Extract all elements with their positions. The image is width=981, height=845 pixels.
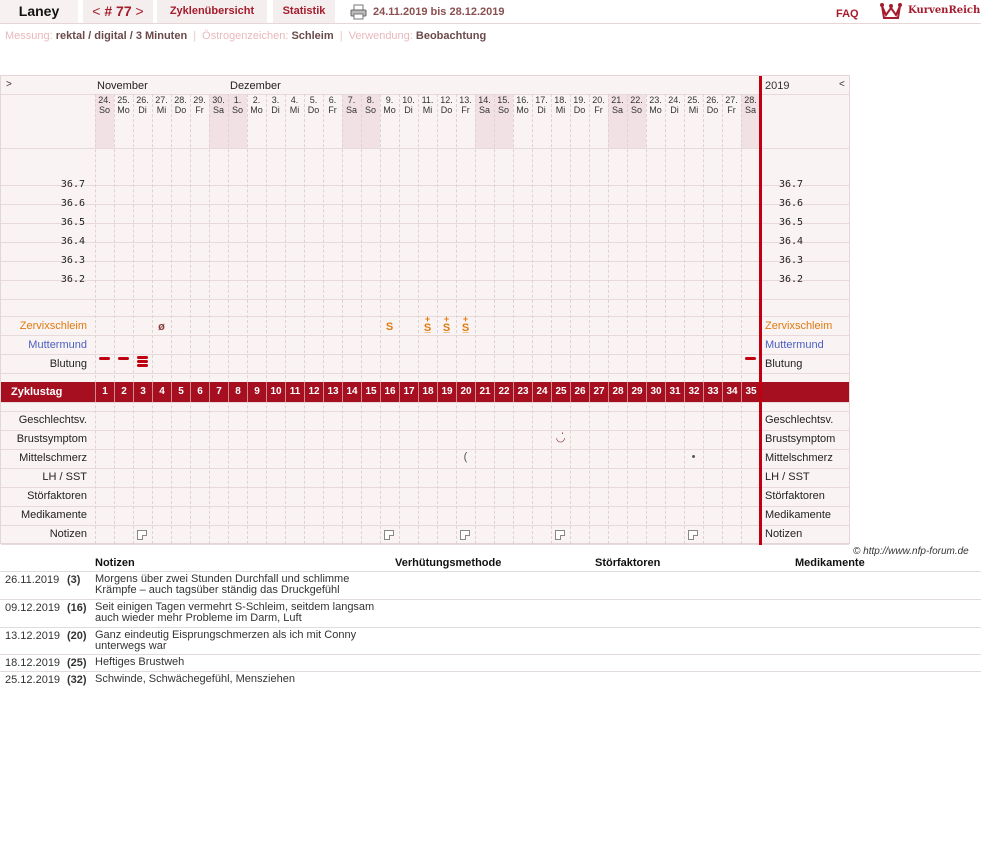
day-column-header <box>95 95 114 115</box>
grid-column <box>722 94 723 544</box>
day-column-header <box>722 95 741 115</box>
day-column-header <box>266 95 285 115</box>
note-text: Seit einigen Tagen vermehrt S-Schleim, seitdem langsam auch wieder mehr Probleme im Darm, Luft <box>95 601 375 624</box>
grid-column <box>361 94 362 544</box>
note-cycle-day: (3) <box>67 574 81 586</box>
note-cycle-day: (25) <box>67 657 87 669</box>
day-column-header <box>608 95 627 115</box>
temperature-label: 36.5 <box>60 217 85 228</box>
cycle-day-number: 13 <box>323 382 342 402</box>
note-icon[interactable] <box>688 530 698 540</box>
day-column-header <box>209 95 228 115</box>
cycle-day-number: 25 <box>551 382 570 402</box>
day-weekday: Sa <box>345 105 357 115</box>
note-cycle-day: (16) <box>67 602 87 614</box>
note-date: 13.12.2019 <box>5 630 61 642</box>
cycle-day-number: 29 <box>627 382 646 402</box>
bleeding-mark <box>99 357 110 360</box>
day-column-header <box>627 95 646 115</box>
notes-header: Notizen <box>95 557 135 569</box>
note-text: Morgens über zwei Stunden Durchfall und schlimme Krämpfe – auch tagsüber ständig das Druckgefühl <box>95 573 350 596</box>
cycle-number: # 77 <box>104 3 132 19</box>
day-column-header <box>741 95 760 115</box>
year-label: 2019 <box>765 80 790 92</box>
day-column-header <box>133 95 152 115</box>
breast-symptom-mark: ◡̇ <box>555 432 566 444</box>
cycle-day-number: 27 <box>589 382 608 402</box>
day-column-header <box>399 95 418 115</box>
temperature-label: 36.2 <box>60 274 85 285</box>
grid-column <box>285 94 286 544</box>
day-date: 23. <box>649 95 662 105</box>
day-weekday: Fr <box>594 105 603 115</box>
day-column-header <box>247 95 266 115</box>
day-date: 14. <box>478 95 491 105</box>
day-weekday: Mo <box>383 105 396 115</box>
day-weekday: Di <box>138 105 147 115</box>
day-weekday: Sa <box>744 105 756 115</box>
grid-column <box>171 94 172 544</box>
day-column-header <box>361 95 380 115</box>
cycle-day-number: 9 <box>247 382 266 402</box>
temperature-label: 36.4 <box>60 236 85 247</box>
use-value: Beobachtung <box>415 30 487 42</box>
note-date: 09.12.2019 <box>5 602 61 614</box>
day-date: 28. <box>744 95 757 105</box>
day-date: 25. <box>117 95 130 105</box>
cycle-day-number: 14 <box>342 382 361 402</box>
grid-column <box>608 94 609 544</box>
bleeding-mark <box>118 357 129 360</box>
day-weekday: Mi <box>688 105 699 115</box>
day-date: 10. <box>402 95 415 105</box>
note-cycle-day: (32) <box>67 674 87 686</box>
grid-column <box>684 94 685 544</box>
day-weekday: So <box>364 105 376 115</box>
day-weekday: Mi <box>555 105 566 115</box>
grid-column <box>703 94 704 544</box>
day-weekday: So <box>497 105 509 115</box>
brand-name: KurvenReich <box>908 5 981 16</box>
grid-column <box>247 94 248 544</box>
cycle-overview-button[interactable]: Zyklenübersicht <box>157 0 267 23</box>
day-weekday: Mo <box>250 105 263 115</box>
day-column-header <box>228 95 247 115</box>
cycle-day-number: 21 <box>475 382 494 402</box>
day-column-header <box>342 95 361 115</box>
day-weekday: Fr <box>727 105 736 115</box>
day-date: 25. <box>687 95 700 105</box>
day-weekday: So <box>231 105 243 115</box>
day-column-header <box>703 95 722 115</box>
grid-column <box>114 94 115 544</box>
note-icon[interactable] <box>137 530 147 540</box>
day-column-header <box>323 95 342 115</box>
disturbances-header: Störfaktoren <box>595 557 661 569</box>
day-column-header <box>570 95 589 115</box>
cycle-day-bar <box>1 382 849 402</box>
day-weekday: Di <box>537 105 546 115</box>
day-column-header <box>114 95 133 115</box>
day-column-header <box>171 95 190 115</box>
bleeding-mark <box>137 364 148 367</box>
day-column-header <box>304 95 323 115</box>
day-date: 15. <box>497 95 510 105</box>
cycle-day-number: 19 <box>437 382 456 402</box>
next-cycle-button[interactable]: > <box>135 3 144 19</box>
day-date: 21. <box>611 95 624 105</box>
grid-column <box>513 94 514 544</box>
month-label: November <box>97 80 148 92</box>
note-date: 26.11.2019 <box>5 574 60 586</box>
cervix-plus-mark: + <box>443 314 450 324</box>
measure-label: Messung: <box>5 30 53 42</box>
day-column-header <box>646 95 665 115</box>
scroll-left-button[interactable]: > <box>6 79 12 90</box>
day-date: 7. <box>347 95 356 105</box>
cervix-symbol: ø <box>158 321 165 333</box>
prev-cycle-button[interactable]: < <box>92 3 101 19</box>
grid-column <box>494 94 495 544</box>
cycle-day-number: 23 <box>513 382 532 402</box>
grid-line <box>1 544 849 545</box>
temperature-label: 36.6 <box>60 198 85 209</box>
grid-column <box>190 94 191 544</box>
grid-column <box>627 94 628 544</box>
day-weekday: Do <box>174 105 187 115</box>
cycle-day-number: 31 <box>665 382 684 402</box>
grid-column <box>304 94 305 544</box>
cycle-day-label: Zyklustag <box>11 386 63 398</box>
midpain-mark: ( <box>463 451 468 463</box>
cycle-day-number: 1 <box>95 382 114 402</box>
month-label: Dezember <box>230 80 281 92</box>
day-date: 24. <box>98 95 111 105</box>
cervix-mark <box>152 322 171 333</box>
measurement-info: Messung: rektal / digital / 3 Minuten | Östrogenzeichen: Schleim | Verwendung: Beobachtung <box>5 30 487 42</box>
day-column-header <box>494 95 513 115</box>
temperature-label-right: 36.4 <box>779 236 804 247</box>
grid-column <box>323 94 324 544</box>
date-range: 24.11.2019 bis 28.12.2019 <box>373 6 505 18</box>
grid-column <box>589 94 590 544</box>
cervix-symbol: S̲ <box>461 322 470 334</box>
row-label-breast: Brustsymptom <box>16 433 87 445</box>
day-weekday: Fr <box>461 105 470 115</box>
day-column-header <box>684 95 703 115</box>
top-bar <box>0 0 981 24</box>
day-weekday: Mi <box>289 105 300 115</box>
midpain-mark: • <box>691 451 696 463</box>
note-date: 18.12.2019 <box>5 657 61 669</box>
row-label-cervix: Zervixschleim <box>19 320 87 332</box>
use-label: Verwendung: <box>348 30 413 42</box>
grid-column <box>209 94 210 544</box>
cycle-day-number: 7 <box>209 382 228 402</box>
day-column-header <box>589 95 608 115</box>
note-date: 25.12.2019 <box>5 674 61 686</box>
note-icon[interactable] <box>555 530 565 540</box>
cervix-mark <box>437 316 456 334</box>
temperature-label-right: 36.5 <box>779 217 804 228</box>
cycle-day-number: 12 <box>304 382 323 402</box>
cycle-day-number: 4 <box>152 382 171 402</box>
cycle-day-number: 17 <box>399 382 418 402</box>
medication-header: Medikamente <box>795 557 865 569</box>
cervix-symbol: S <box>385 321 394 333</box>
note-row <box>0 599 981 627</box>
grid-column <box>95 94 96 544</box>
temperature-label-right: 36.7 <box>779 179 804 190</box>
note-icon[interactable] <box>460 530 470 540</box>
grid-column <box>665 94 666 544</box>
day-date: 6. <box>328 95 337 105</box>
cycle-day-number: 8 <box>228 382 247 402</box>
day-column-header <box>456 95 475 115</box>
day-date: 26. <box>136 95 149 105</box>
row-label-cervix-position-right: Muttermund <box>765 339 824 351</box>
day-date: 19. <box>573 95 586 105</box>
cycle-day-number: 15 <box>361 382 380 402</box>
cervix-plus-mark: + <box>424 314 431 324</box>
note-text: Schwinde, Schwächegefühl, Mensziehen <box>95 673 295 685</box>
grid-column <box>133 94 134 544</box>
crown-icon <box>880 2 902 20</box>
day-date: 5. <box>309 95 318 105</box>
cycle-day-number: 20 <box>456 382 475 402</box>
day-date: 26. <box>706 95 719 105</box>
cycle-day-number: 6 <box>190 382 209 402</box>
note-row <box>0 654 981 671</box>
cycle-day-number: 22 <box>494 382 513 402</box>
day-column-header <box>532 95 551 115</box>
cycle-day-number: 33 <box>703 382 722 402</box>
note-icon[interactable] <box>384 530 394 540</box>
day-column-header <box>152 95 171 115</box>
day-weekday: Mi <box>422 105 433 115</box>
row-label-notes-right: Notizen <box>765 528 803 540</box>
grid-column <box>551 94 552 544</box>
cycle-day-number: 30 <box>646 382 665 402</box>
grid-column <box>399 94 400 544</box>
user-name: Laney <box>0 0 78 23</box>
statistics-button[interactable]: Statistik <box>273 0 335 23</box>
day-weekday: Sa <box>478 105 490 115</box>
day-column-header <box>551 95 570 115</box>
contraception-header: Verhütungsmethode <box>395 557 502 569</box>
cycle-day-number: 10 <box>266 382 285 402</box>
row-label-sex: Geschlechtsv. <box>18 414 87 426</box>
note-text: Ganz eindeutig Eisprungschmerzen als ich mit Conny unterwegs war <box>95 629 357 652</box>
row-label-midpain-right: Mittelschmerz <box>765 452 833 464</box>
day-column-header <box>190 95 209 115</box>
day-weekday: Di <box>404 105 413 115</box>
temperature-label-right: 36.6 <box>779 198 804 209</box>
day-date: 27. <box>155 95 168 105</box>
day-date: 11. <box>421 95 434 105</box>
cycle-day-number: 26 <box>570 382 589 402</box>
cycle-day-number: 35 <box>741 382 760 402</box>
day-weekday: Mo <box>516 105 529 115</box>
day-date: 8. <box>366 95 375 105</box>
grid-column <box>152 94 153 544</box>
grid-column <box>342 94 343 544</box>
day-weekday: Mo <box>649 105 662 115</box>
day-weekday: Do <box>440 105 453 115</box>
row-label-bleeding-right: Blutung <box>765 358 803 370</box>
day-date: 17. <box>535 95 548 105</box>
cycle-day-number: 3 <box>133 382 152 402</box>
cervix-symbol: S̲ <box>442 322 451 334</box>
row-label-disturb-right: Störfaktoren <box>765 490 825 502</box>
cervix-symbol: S̲ <box>423 322 432 334</box>
day-date: 28. <box>174 95 187 105</box>
grid-column <box>266 94 267 544</box>
day-date: 24. <box>668 95 681 105</box>
day-column-header <box>437 95 456 115</box>
day-weekday: Sa <box>611 105 623 115</box>
row-label-meds: Medikamente <box>20 509 87 521</box>
day-weekday: Fr <box>328 105 337 115</box>
day-date: 3. <box>271 95 280 105</box>
estrogen-value: Schleim <box>291 30 334 42</box>
printer-icon[interactable] <box>350 4 367 20</box>
row-label-midpain: Mittelschmerz <box>19 452 87 464</box>
day-date: 20. <box>592 95 605 105</box>
day-weekday: Mo <box>117 105 130 115</box>
bleeding-mark <box>137 360 148 363</box>
day-weekday: Do <box>706 105 719 115</box>
note-row <box>0 671 981 689</box>
cervix-mark <box>456 316 475 334</box>
cycle-day-number: 2 <box>114 382 133 402</box>
day-date: 29. <box>193 95 206 105</box>
grid-column <box>475 94 476 544</box>
temperature-label-right: 36.3 <box>779 255 804 266</box>
day-weekday: Do <box>573 105 586 115</box>
measure-value: rektal / digital / 3 Minuten <box>55 30 188 42</box>
row-label-bleeding: Blutung <box>49 358 87 370</box>
row-label-sex-right: Geschlechtsv. <box>765 414 834 426</box>
kurvenreich-logo[interactable] <box>880 2 980 22</box>
day-weekday: So <box>630 105 642 115</box>
cycle-day-number: 11 <box>285 382 304 402</box>
cervix-mark <box>418 316 437 334</box>
bleeding-mark <box>745 357 756 360</box>
row-label-notes: Notizen <box>49 528 87 540</box>
day-weekday: Di <box>271 105 280 115</box>
copyright: © http://www.nfp-forum.de <box>853 546 969 557</box>
grid-column <box>570 94 571 544</box>
day-column-header <box>380 95 399 115</box>
row-label-lh-right: LH / SST <box>765 471 810 483</box>
cycle-chart <box>0 75 850 544</box>
day-date: 16. <box>516 95 529 105</box>
day-weekday: Mi <box>156 105 167 115</box>
day-weekday: So <box>98 105 110 115</box>
day-date: 13. <box>459 95 472 105</box>
day-column-header <box>285 95 304 115</box>
day-date: 1. <box>233 95 242 105</box>
day-column-header <box>475 95 494 115</box>
day-date: 2. <box>252 95 261 105</box>
day-date: 18. <box>554 95 567 105</box>
cycle-day-number: 34 <box>722 382 741 402</box>
bleeding-mark <box>137 356 148 359</box>
cervix-plus-mark: + <box>462 314 469 324</box>
row-label-breast-right: Brustsymptom <box>765 433 836 445</box>
estrogen-label: Östrogenzeichen: <box>202 30 289 42</box>
grid-column <box>532 94 533 544</box>
row-label-lh: LH / SST <box>42 471 87 483</box>
grid-column <box>228 94 229 544</box>
day-weekday: Sa <box>212 105 224 115</box>
note-row <box>0 627 981 654</box>
day-column-header <box>513 95 532 115</box>
cycle-navigation <box>83 0 153 23</box>
day-weekday: Fr <box>195 105 204 115</box>
day-date: 27. <box>725 95 738 105</box>
cycle-day-number: 5 <box>171 382 190 402</box>
day-date: 4. <box>290 95 299 105</box>
cervix-mark <box>380 322 399 333</box>
cycle-day-number: 18 <box>418 382 437 402</box>
note-row <box>0 571 981 599</box>
grid-column <box>646 94 647 544</box>
temperature-label: 36.3 <box>60 255 85 266</box>
day-weekday: Di <box>670 105 679 115</box>
day-column-header <box>418 95 437 115</box>
note-cycle-day: (20) <box>67 630 87 642</box>
temperature-label: 36.7 <box>60 179 85 190</box>
cycle-day-number: 16 <box>380 382 399 402</box>
note-text: Heftiges Brustweh <box>95 656 185 668</box>
day-column-header <box>665 95 684 115</box>
scroll-right-button[interactable]: < <box>839 79 845 90</box>
day-weekday: Do <box>307 105 320 115</box>
cycle-day-number: 32 <box>684 382 703 402</box>
current-day-line <box>759 76 762 545</box>
grid-column <box>380 94 381 544</box>
faq-link[interactable]: FAQ <box>836 8 859 20</box>
day-date: 30. <box>212 95 225 105</box>
row-label-meds-right: Medikamente <box>765 509 832 521</box>
grid-column <box>741 94 742 544</box>
row-label-cervix-right: Zervixschleim <box>765 320 833 332</box>
temperature-label-right: 36.2 <box>779 274 804 285</box>
row-label-cervix-position: Muttermund <box>28 339 87 351</box>
cycle-day-number: 28 <box>608 382 627 402</box>
cycle-day-number: 24 <box>532 382 551 402</box>
day-date: 22. <box>630 95 643 105</box>
row-label-disturb: Störfaktoren <box>27 490 87 502</box>
day-date: 9. <box>385 95 394 105</box>
day-date: 12. <box>440 95 453 105</box>
